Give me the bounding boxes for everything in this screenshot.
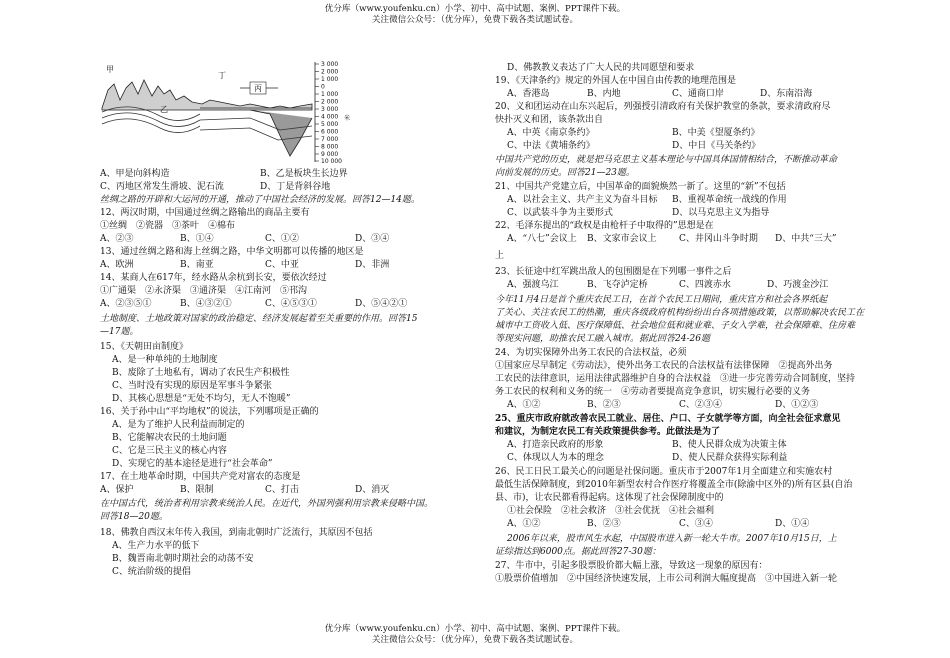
q18-option-c: C、统治阶级的提倡 xyxy=(112,567,191,577)
header-line-1: 优分库（www.youfenku.cn）小学、初中、高中试题、案例、PPT课件下载。 xyxy=(324,4,626,14)
q26-option-a: A、①② xyxy=(507,519,541,529)
q13-option-b: B、南亚 xyxy=(180,260,214,270)
q21-stem: 21、中国共产党建立后，中国革命的面貌焕然一新了。这里的“新”不包括 xyxy=(495,182,786,192)
scale-unit: 米 xyxy=(344,115,351,122)
q22-option-c: C、井冈山斗争时期 xyxy=(679,234,758,244)
q17-options xyxy=(100,484,389,496)
intro-21-23-line2: 向前发展的历史。回答21—23题。 xyxy=(495,168,635,178)
q24-option-d: D、①②③ xyxy=(775,400,819,410)
q27-items: ①股票价值增加 ②中国经济快速发展，上市公司利润大幅度提高 ③中国进入新一轮 xyxy=(495,574,838,584)
q11-option-c: C、丙地区常发生滑坡、泥石流 xyxy=(100,182,224,192)
scale-label-4: 1 000 xyxy=(321,91,339,98)
q20-options-cd xyxy=(507,140,760,152)
q26-options xyxy=(507,518,809,530)
intro-24-26-line1: 今年11月4日是首个重庆农民工日，在首个农民工日期间，重庆官方和社会各界纸起 xyxy=(495,295,828,305)
q21-option-b: B、重视革命统一战线的作用 xyxy=(672,195,787,205)
q19-stem: 19、《天津条约》规定的外国人在中国自由传教的地理范围是 xyxy=(495,76,736,86)
q20-stem-line2: 快扑灭义和团，该条款出自 xyxy=(495,115,604,125)
q25-option-d: D、使人民群众获得实际利益 xyxy=(672,453,788,463)
intro-27-30-line1: 2006年以来，股市风生水起，中国股市进入新一轮大牛市。2007年10月15日，上 xyxy=(507,534,837,544)
q22-option-d: D、中共“三大” xyxy=(775,234,837,244)
intro-18-20-line2: 回答18—20题。 xyxy=(100,512,168,522)
q24-option-c: C、②③④ xyxy=(679,400,722,410)
q20-option-a: A、中英《南京条约》 xyxy=(507,128,595,138)
q23-option-a: A、强渡乌江 xyxy=(507,280,559,290)
terrain-profile xyxy=(102,80,312,110)
q25-stem-line2: 和建议，为制定农民工有关政策提供参考。此做法是为了 xyxy=(495,427,721,437)
scale-label-5: 2 000 xyxy=(321,98,339,106)
q21-option-d: D、以马克思主义为指导 xyxy=(672,208,770,218)
q11-options-ab xyxy=(100,168,348,180)
q20-option-b: B、中美《望厦条约》 xyxy=(672,128,760,138)
q23-option-c: C、四渡赤水 xyxy=(679,280,731,290)
q23-stem: 23、长征途中红军跳出敌人的包围圈是在下列哪一事件之后 xyxy=(495,267,732,277)
q16-option-c: C、它是三民主义的核心内容 xyxy=(112,446,227,456)
intro-24-26-line2: 了关心、关注农民工的热潮，重庆各级政府机构纷纷出台各项措施政策，以帮助解决农民工在 xyxy=(495,308,865,318)
q24-items-line3: 务工农民的权利和义务的统一 ④劳动者要提高竞争意识，切实履行必要的义务 xyxy=(495,387,811,397)
label-ding: 丁 xyxy=(218,71,226,80)
intro-24-26-line3: 城市中工资收入低、医疗保障低、社会地位低和就业难、子女入学难，社会保障难、住房难 xyxy=(495,321,856,331)
q14-option-a: A、②③⑤① xyxy=(100,299,152,309)
q26-stem-line1: 26、民工日民工最关心的问题是社保问题。重庆市于2007年1月全面建立和实施农村 xyxy=(495,467,833,477)
intro-15-17-line1: 土地制度、土地政策对国家的政治稳定、经济发展起着至关重要的作用。回答15 xyxy=(100,314,418,324)
intro-12-14: 丝绸之路的开辟和大运河的开通，推动了中国社会经济的发展。回答12—14题。 xyxy=(100,195,420,205)
q25-option-c: C、体现以人为本的理念 xyxy=(507,453,604,463)
q26-items: ①社会保险 ②社会救济 ③社会优抚 ④社会福利 xyxy=(507,506,715,516)
q20-option-c: C、中法《黄埔条约》 xyxy=(507,141,595,151)
footer-line-1: 优分库（www.youfenku.cn）小学、初中、高中试题、案例、PPT课件下载。 xyxy=(324,624,626,634)
q20-option-d: D、中日《马关条约》 xyxy=(672,141,761,151)
q23-options xyxy=(507,279,828,291)
q25-option-a: A、打造亲民政府的形象 xyxy=(507,440,604,450)
q27-stem: 27、牛市中，引起多股票股价都大幅上涨，导致这一现象的原因有： xyxy=(495,561,768,571)
q18-option-b: B、魏晋南北朝时期社会的动荡不安 xyxy=(112,554,254,564)
q26-option-b: B、②③ xyxy=(587,519,621,529)
scale-label-12: 9 000 xyxy=(321,151,339,158)
q12-option-a: A、②③ xyxy=(100,234,134,244)
q17-option-a: A、保护 xyxy=(100,485,134,495)
q22-options xyxy=(507,233,836,245)
q15-option-a: A、是一种单纯的土地制度 xyxy=(112,355,218,365)
q25-option-b: B、使人民群众成为决策主体 xyxy=(672,440,787,450)
q25-options-ab xyxy=(507,439,787,451)
q16-stem: 16、关于孙中山“平均地权”的说法，下列哪项是正确的 xyxy=(100,407,319,417)
q11-option-b: B、乙是板块生长边界 xyxy=(260,169,348,179)
q12-option-b: B、①④ xyxy=(180,234,214,244)
q14-option-d: D、⑤④②① xyxy=(355,299,408,309)
q25-stem-line1: 25、重庆市政府就改善农民工就业、居住、户口、子女就学等方面，向全社会征求意见 xyxy=(495,414,841,424)
q19-option-b: B、内地 xyxy=(587,89,621,99)
q21-options-cd xyxy=(507,207,769,219)
q13-stem: 13、通过丝绸之路和海上丝绸之路，中华文明都可以传播的地区是 xyxy=(100,247,364,257)
q13-option-a: A、欧洲 xyxy=(100,260,134,270)
q25-options-cd xyxy=(507,452,787,464)
q24-items-line2: 工农民的法律意识，运用法律武器维护自身的合法权益 ③进一步完善劳动合同制度，坚持 xyxy=(495,374,856,384)
q19-options xyxy=(507,88,812,100)
header-line-2: 关注微信公众号：（优分库），免费下载各类试题试卷。 xyxy=(371,15,579,25)
q26-option-d: D、①④ xyxy=(775,519,810,529)
q26-stem-line3: 县、市)，让农民都看得起病。这体现了社会保障制度中的 xyxy=(495,493,724,503)
q22-option-a: A、“八七”会议上 xyxy=(507,234,577,244)
q12-option-c: C、①② xyxy=(265,234,299,244)
q15-stem: 15、《天朝田亩制度》 xyxy=(100,342,188,352)
q16-option-d: D、实现它的基本途径是进行“社会革命” xyxy=(112,459,273,469)
label-bing: 丙 xyxy=(254,84,262,93)
q12-stem: 12、两汉时期，中国通过丝绸之路输出的商品主要有 xyxy=(100,208,310,218)
q20-stem-line1: 20、义和团运动在山东兴起后，列强授引清政府有关保护教堂的条款，要求清政府尽 xyxy=(495,102,831,112)
q11-option-d: D、丁是背斜谷地 xyxy=(260,182,331,192)
q17-option-d: D、消灭 xyxy=(355,485,390,495)
scale-label-3: 0 xyxy=(321,83,325,91)
trench xyxy=(250,110,312,156)
scale-label-9: 6 000 xyxy=(321,128,339,136)
q23-option-d: D、巧渡金沙江 xyxy=(767,280,829,290)
q12-items: ①丝绸 ②瓷器 ③茶叶 ④棉布 xyxy=(100,221,236,231)
q22-option-b: B、文家市会议上 xyxy=(587,234,657,244)
q26-stem-line2: 最低生活保障制度，到2010年新型农村合作医疗将覆盖全市(除渝中区外的)所有区县(自治 xyxy=(495,480,853,490)
scale-label-0: 3 000 xyxy=(321,61,339,68)
label-jia: 甲 xyxy=(106,65,114,74)
label-yi: 乙 xyxy=(160,105,168,114)
scale-label-13: 10 000 xyxy=(321,158,342,164)
q21-options-ab xyxy=(507,194,787,206)
intro-21-23-line1: 中国共产党的历史，就是把马克思主义基本理论与中国具体国情相结合，不断推动革命 xyxy=(495,155,838,165)
q14-option-b: B、④③②① xyxy=(180,299,232,309)
q12-options xyxy=(100,233,389,245)
intro-24-26-line4: 等现实问题，助推农民工融入城市。据此回答24-26题 xyxy=(495,334,710,344)
q20-options-ab xyxy=(507,127,760,139)
scale-label-1: 2 000 xyxy=(321,68,339,76)
q14-option-c: C、④⑤③① xyxy=(265,299,317,309)
q17-stem: 17、在土地革命时期，中国共产党对富农的态度是 xyxy=(100,472,301,482)
q19-option-c: C、通商口岸 xyxy=(672,89,724,99)
q11-options-cd xyxy=(100,181,330,193)
q18-option-a: A、生产力水平的低下 xyxy=(112,541,200,551)
q15-option-b: B、废除了土地私有，调动了农民生产积极性 xyxy=(112,368,290,378)
q24-options xyxy=(507,399,818,411)
intro-15-17-line2: —17题。 xyxy=(100,327,139,337)
depth-scale-ticks xyxy=(315,64,319,161)
q19-option-d: D、东南沿海 xyxy=(760,89,813,99)
intro-27-30-line2: 证综指达到6000点。据此回答27-30题： xyxy=(495,547,661,557)
q14-items: ①广通渠 ②永济渠 ③通济渠 ④江南河 ⑤邗沟 xyxy=(100,286,308,296)
q24-items-line1: ①国家应尽早制定《劳动法》，使外出务工农民的合法权益有法律保障 ②提高外出务 xyxy=(495,361,833,371)
scale-label-11: 8 000 xyxy=(321,143,339,151)
footer-line-2: 关注微信公众号：（优分库），免费下载各类试题试卷。 xyxy=(371,635,579,645)
cross-section-svg xyxy=(100,60,355,164)
q22-stem: 22、毛泽东提出的“政权是由枪杆子中取得的”思想是在 xyxy=(495,221,714,231)
q13-option-d: D、非洲 xyxy=(355,260,390,270)
intro-18-20-line1: 在中国古代，统治者利用宗教来统治人民。在近代，外国列强利用宗教来侵略中国。 xyxy=(100,499,434,509)
q16-option-b: B、它能解决农民的土地问题 xyxy=(112,433,227,443)
q17-option-b: B、限制 xyxy=(180,485,214,495)
q14-stem: 14、某商人在617年，经水路从余杭到长安，要依次经过 xyxy=(100,273,327,283)
scale-label-2: 1 000 xyxy=(321,76,339,83)
q19-option-a: A、香港岛 xyxy=(507,89,550,99)
q18-option-d: D、佛教教义表达了广大人民的共同愿望和要求 xyxy=(507,63,695,73)
scale-label-6: 3 000 xyxy=(321,106,339,113)
q15-option-c: C、当时没有实现的原因是军事斗争紧张 xyxy=(112,381,272,391)
q22-option-d-tail: 上 xyxy=(495,251,505,261)
q24-stem: 24、为切实保障外出务工农民的合法权益，必须 xyxy=(495,348,687,358)
q23-option-b: B、飞夺泸定桥 xyxy=(587,280,648,290)
q18-stem: 18、佛教自西汉末年传入我国，到南北朝时广泛流行，其原因不包括 xyxy=(100,528,373,538)
scale-label-8: 5 000 xyxy=(321,121,339,128)
geology-cross-section-figure xyxy=(100,60,355,164)
q26-option-c: C、③④ xyxy=(679,519,713,529)
q13-options xyxy=(100,259,389,271)
q21-option-c: C、以武装斗争为主要形式 xyxy=(507,208,613,218)
q13-option-c: C、中亚 xyxy=(265,260,299,270)
q15-option-d: D、其核心思想是“无处不均匀，无人不饱暖” xyxy=(112,394,291,404)
q11-option-a: A、甲是向斜构造 xyxy=(100,169,170,179)
q16-option-a: A、是为了维护人民利益而制定的 xyxy=(112,420,245,430)
scale-label-10: 7 000 xyxy=(321,136,339,143)
q21-option-a: A、以社会主义、共产主义为奋斗目标 xyxy=(507,195,658,205)
q17-option-c: C、打击 xyxy=(265,485,299,495)
q24-option-b: B、②③ xyxy=(587,400,621,410)
page-header xyxy=(0,4,950,26)
q24-option-a: A、①② xyxy=(507,400,541,410)
q12-option-d: D、③④ xyxy=(355,234,390,244)
page-footer xyxy=(0,624,950,646)
scale-label-7: 4 000 xyxy=(321,113,339,121)
q14-options xyxy=(100,298,407,310)
